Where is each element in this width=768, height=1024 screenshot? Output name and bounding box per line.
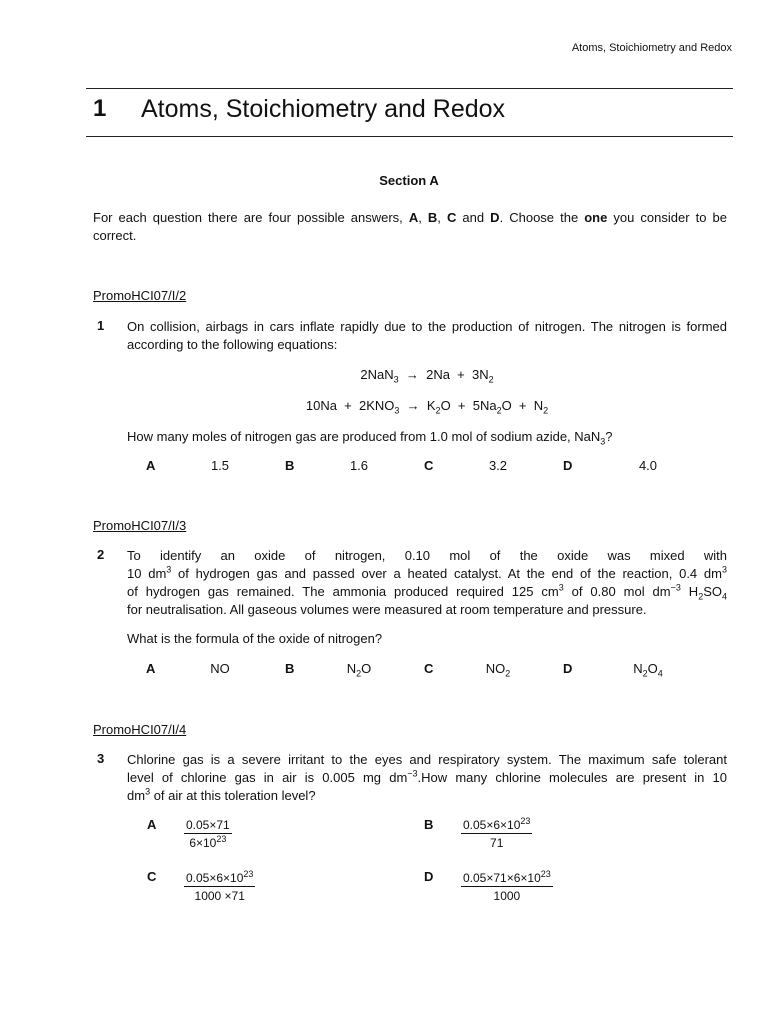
instructions-text: . Choose the <box>499 210 585 225</box>
fraction-numerator <box>184 871 255 887</box>
eq-sub: 2 <box>543 405 549 416</box>
den-sup: 23 <box>216 834 227 844</box>
instructions-a: A <box>408 210 419 225</box>
option-letter[interactable]: A <box>147 817 157 832</box>
instructions <box>93 209 727 245</box>
equation-2 <box>127 398 727 416</box>
option-letter[interactable]: D <box>424 869 434 884</box>
question-stem-line: Chlorine gas is a severe irritant to the eyes and respiratory system. The maximum safe tolerant <box>127 752 727 767</box>
header-rule-top <box>86 88 733 89</box>
formula: O <box>361 661 372 676</box>
formula: N <box>633 661 643 676</box>
option-letter[interactable]: C <box>424 661 434 676</box>
den-text: 6×10 <box>189 836 217 850</box>
eq-text: 2NaN <box>360 367 394 382</box>
fraction-option-c <box>184 871 255 903</box>
arrow-icon: → <box>406 398 420 413</box>
eq-sub: 3 <box>394 405 400 416</box>
option-letter[interactable]: A <box>146 458 156 473</box>
fraction-numerator <box>461 818 532 834</box>
option-letter[interactable]: D <box>563 458 573 473</box>
question-source: PromoHCI07/I/4 <box>93 722 187 737</box>
ask-text: How many moles of nitrogen gas are produced from 1.0 mol of sodium azide, NaN <box>127 429 601 444</box>
eq-text: K <box>426 398 436 413</box>
fraction-numerator <box>461 871 553 887</box>
question-stem-line <box>127 787 727 805</box>
option-value <box>329 661 389 679</box>
instructions-text: For each question there are four possible answers, <box>93 210 409 225</box>
num-sup: 23 <box>243 869 254 879</box>
stem-sup: 3 <box>558 582 564 593</box>
eq-sub: 2 <box>435 405 441 416</box>
fraction-denominator <box>184 834 232 850</box>
stem-text: level of chlorine gas in air is 0.005 mg dm <box>127 770 408 785</box>
fraction-numerator <box>184 818 232 834</box>
option-letter[interactable]: D <box>563 661 573 676</box>
stem-sup: 3 <box>721 564 727 575</box>
fraction-denominator <box>461 834 532 850</box>
formula-sub: 2 <box>505 668 511 679</box>
formula: NO <box>210 661 230 676</box>
stem-text: H <box>680 584 699 599</box>
question-ask <box>127 428 613 446</box>
num-text: 0.05×6×10 <box>463 818 521 832</box>
option-value <box>190 661 250 676</box>
option-value: 1.5 <box>210 458 230 473</box>
option-value: 1.6 <box>349 458 369 473</box>
instructions-b: B <box>427 210 438 225</box>
chapter-title: Atoms, Stoichiometry and Redox <box>141 95 506 123</box>
eq-sub: 2 <box>496 405 502 416</box>
num-text: 0.05×6×10 <box>186 871 244 885</box>
formula-sub: 2 <box>356 668 362 679</box>
question-stem-line: To identify an oxide of nitrogen, 0.10 mol of the oxide was mixed with <box>127 548 727 563</box>
question-ask: What is the formula of the oxide of nitrogen? <box>127 631 383 646</box>
question-source: PromoHCI07/I/2 <box>93 288 187 303</box>
question-stem-line <box>127 583 727 601</box>
option-letter[interactable]: B <box>285 458 295 473</box>
stem-text: of hydrogen gas and passed over a heated catalyst. At the end of the reaction, 0.4 dm <box>171 566 722 581</box>
stem-sup: −3 <box>407 768 418 779</box>
stem-text: of air at this toleration level? <box>150 788 316 803</box>
stem-text: of 0.80 mol dm <box>563 584 671 599</box>
question-stem-line <box>127 769 727 787</box>
option-value <box>618 661 678 679</box>
stem-sup: 3 <box>166 564 172 575</box>
running-header: Atoms, Stoichiometry and Redox <box>571 42 732 54</box>
sep: and <box>456 210 491 225</box>
option-letter[interactable]: B <box>424 817 434 832</box>
option-letter[interactable]: B <box>285 661 295 676</box>
eq-text: O + 5Na <box>440 398 497 413</box>
instructions-c: C <box>446 210 457 225</box>
ask-end: ? <box>605 429 613 444</box>
formula-sub: 2 <box>642 668 648 679</box>
ask-sub: 3 <box>600 436 606 447</box>
stem-sub: 2 <box>698 591 704 602</box>
fraction-option-b <box>461 818 532 850</box>
eq-text: 10Na + 2KNO <box>305 398 395 413</box>
instructions-text: you consider to be correct. <box>93 210 727 243</box>
den-text: 1000 <box>493 889 521 903</box>
question-source: PromoHCI07/I/3 <box>93 518 187 533</box>
option-letter[interactable]: A <box>146 661 156 676</box>
chapter-number: 1 <box>93 95 107 122</box>
header-rule-bottom <box>86 136 733 137</box>
option-letter[interactable]: C <box>424 458 434 473</box>
num-sup: 23 <box>540 869 551 879</box>
stem-text: dm <box>127 788 146 803</box>
stem-sup: 3 <box>145 786 151 797</box>
formula: O <box>647 661 658 676</box>
option-value <box>468 661 528 679</box>
option-value: 3.2 <box>488 458 508 473</box>
num-sup: 23 <box>520 816 531 826</box>
den-text: 1000 ×71 <box>194 889 245 903</box>
formula: N <box>346 661 357 676</box>
instructions-one: one <box>584 210 608 225</box>
eq-text: 2Na + 3N <box>426 367 489 382</box>
question-number: 3 <box>97 751 105 766</box>
eq-sub: 2 <box>488 374 494 385</box>
question-stem: On collision, airbags in cars inflate rapidly due to the production of nitrogen. The nitrogen is formed according to the following equations: <box>127 319 727 352</box>
instructions-d: D <box>490 210 500 225</box>
stem-text: .How many chlorine molecules are present in 10 <box>417 770 727 785</box>
num-text: 0.05×71 <box>186 818 230 832</box>
question-number: 2 <box>97 547 105 562</box>
formula-sub: 4 <box>657 668 663 679</box>
section-heading: Section A <box>379 173 439 188</box>
equation-1 <box>127 367 727 385</box>
arrow-icon: → <box>405 367 419 382</box>
sep: , <box>418 210 428 225</box>
formula: NO <box>485 661 506 676</box>
num-text: 0.05×71×6×10 <box>463 871 541 885</box>
stem-text: SO <box>703 584 722 599</box>
question-stem-line: for neutralisation. All gaseous volumes were measured at room temperature and pressure. <box>127 602 647 617</box>
den-text: 71 <box>490 836 504 850</box>
stem-sub: 4 <box>722 591 728 602</box>
fraction-denominator <box>184 887 255 903</box>
question-number: 1 <box>97 318 105 333</box>
stem-sup: −3 <box>670 582 681 593</box>
fraction-denominator <box>461 887 553 903</box>
question-stem-line <box>127 565 727 583</box>
eq-sub: 3 <box>393 374 399 385</box>
eq-text: O + N <box>501 398 544 413</box>
stem-text: of hydrogen gas remained. The ammonia produced required 125 cm <box>127 584 559 599</box>
option-letter[interactable]: C <box>147 869 157 884</box>
fraction-option-a <box>184 818 232 850</box>
sep: , <box>437 210 447 225</box>
option-value: 4.0 <box>638 458 658 473</box>
fraction-option-d <box>461 871 553 903</box>
stem-text: 10 dm <box>127 566 167 581</box>
